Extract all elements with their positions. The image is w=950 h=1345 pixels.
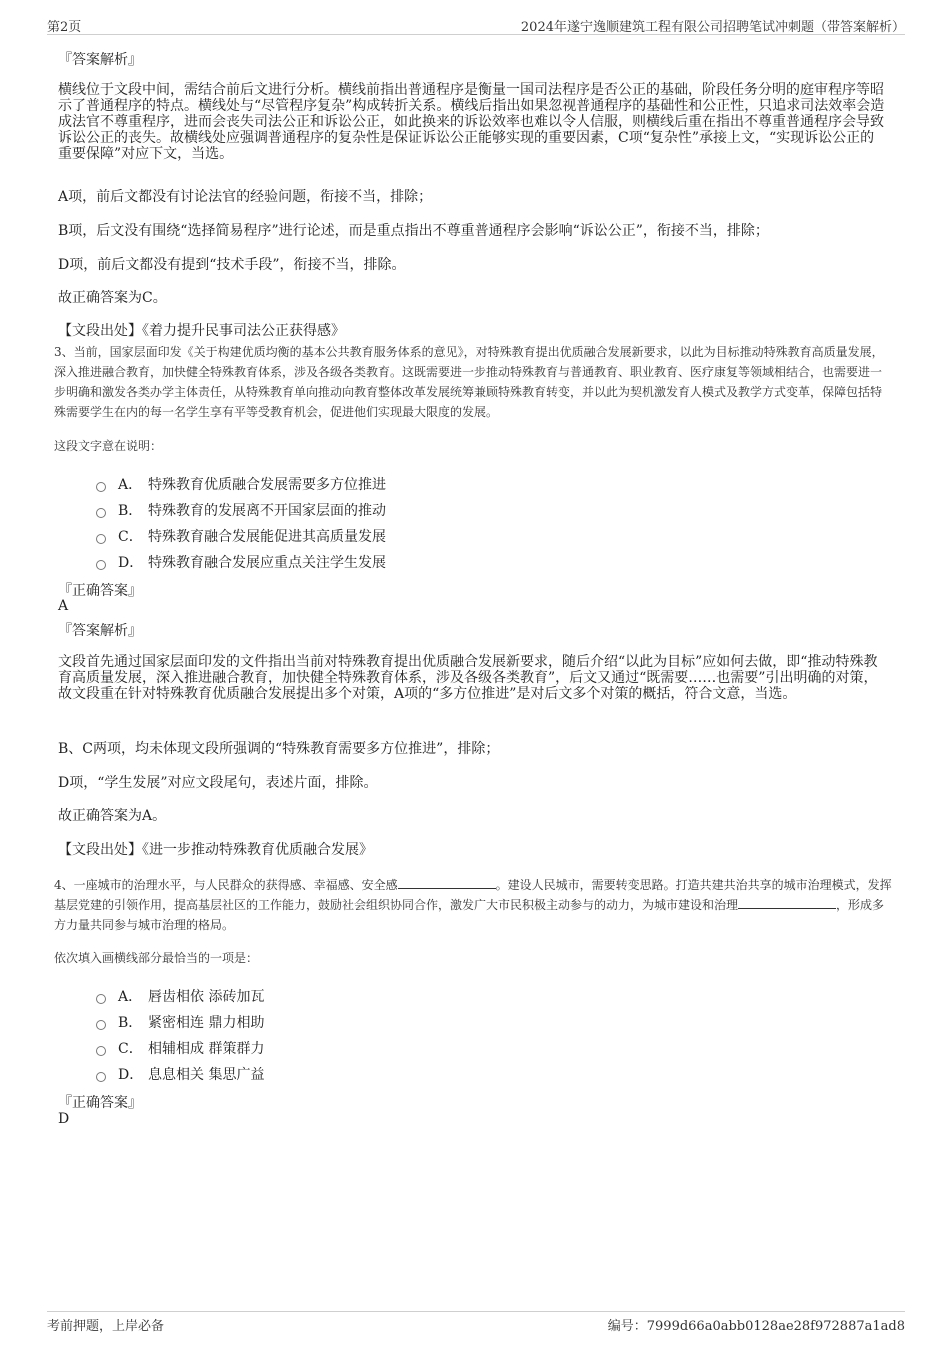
analysis-option-b: B项，后文没有围绕“选择简易程序”进行论述，而是重点指出不尊重普通程序会影响“诉讼公正”，衔接不当，排除；: [58, 223, 769, 239]
analysis-option-a: A项，前后文都没有讨论法官的经验问题，衔接不当，排除；: [58, 189, 433, 205]
analysis-text: 横线位于文段中间，需结合前后文进行分析。横线前指出普通程序是衡量一国司法程序是否公正的基础，阶段任务分明的庭审程序等昭示了普通程序的特点。横线处与“尽管程序复杂”构成转折关系。横线后指出如果忽视普通程序的基础性和公正性，只追求司法效率会造成法官不尊重程序，进而会丧失司法公正和诉讼公正，如此换来的诉讼效率也难以令人信服，则横线后重在指出不尊重普通程序会导致诉讼公正的丧失。故横线处应强调普通程序的复杂性是保证诉讼公正能够实现的重要因素，C项“复杂性”承接上文，“实现诉讼公正的重要保障”对应下文，当选。: [58, 82, 885, 162]
q4-option-d[interactable]: D． 息息相关 集思广益: [96, 1064, 264, 1084]
q3-option-b[interactable]: B． 特殊教育的发展离不开国家层面的推动: [96, 500, 386, 520]
q3-option-c[interactable]: C． 特殊教育融合发展能促进其高质量发展: [96, 526, 386, 546]
page-header: [47, 14, 905, 35]
footer-slogan: 考前押题，上岸必备: [47, 1319, 165, 1334]
answer-label: 『正确答案』: [58, 1095, 142, 1111]
document-title: 2024年遂宁逸顺建筑工程有限公司招聘笔试冲刺题（带答案解析）: [520, 20, 905, 35]
analysis-option-bc: B、C两项，均未体现文段所强调的“特殊教育需要多方位推进”，排除；: [58, 741, 500, 757]
analysis-option-d: D项，前后文都没有提到“技术手段”，衔接不当，排除。: [58, 257, 406, 273]
radio-icon[interactable]: [96, 508, 106, 518]
source-citation: 【文段出处】《着力提升民事司法公正获得感》: [58, 323, 345, 339]
radio-icon[interactable]: [96, 560, 106, 570]
radio-icon[interactable]: [96, 994, 106, 1004]
fill-blank-2[interactable]: [738, 896, 836, 909]
question-3-prompt: 这段文字意在说明：: [54, 439, 163, 453]
question-4-stem: 4、一座城市的治理水平，与人民群众的获得感、幸福感、安全感 。建设人民城市，需要转变思路。打造共建共治共享的城市治理模式，发挥基层党建的引领作用，提高基层社区的工作能力，鼓励社会组织协同合作，激发广大市民积极主动参与的动力，为城市建设和治理 ，形成多方力量共同参与城市治理的格局。: [54, 878, 892, 932]
analysis-label: 『答案解析』: [58, 52, 142, 68]
q3-option-d[interactable]: D． 特殊教育融合发展应重点关注学生发展: [96, 552, 386, 572]
radio-icon[interactable]: [96, 482, 106, 492]
analysis-option-d: D项，“学生发展”对应文段尾句，表述片面，排除。: [58, 775, 378, 791]
page-number: 第2页: [47, 20, 82, 35]
radio-icon[interactable]: [96, 1020, 106, 1030]
page-footer: [47, 1311, 905, 1336]
question-3-stem: 3、当前，国家层面印发《关于构建优质均衡的基本公共教育服务体系的意见》，对特殊教育提出优质融合发展新要求，以此为目标推动特殊教育高质量发展，深入推进融合教育，加快健全特殊教育体系，涉及各级各类教育。这既需要进一步推动特殊教育与普通教育、职业教育、医疗康复等领域相结合，也需要进一步明确和激发各类办学主体责任，从特殊教育单向推动向教育整体改革发展统筹兼顾特殊教育转变，并以此为契机激发育人模式及教学方式变革，保障包括特殊需要学生在内的每一名学生享有平等受教育机会，促进他们实现最大限度的发展。: [54, 345, 884, 419]
radio-icon[interactable]: [96, 1046, 106, 1056]
analysis-label: 『答案解析』: [58, 623, 142, 639]
answer-value: D: [58, 1111, 70, 1127]
q3-option-a[interactable]: A． 特殊教育优质融合发展需要多方位推进: [96, 474, 386, 494]
document-id: 编号：7999d66a0abb0128ae28f972887a1ad8: [607, 1319, 905, 1334]
source-citation: 【文段出处】《进一步推动特殊教育优质融合发展》: [58, 842, 373, 858]
answer-value: A: [58, 598, 69, 614]
analysis-conclusion: 故正确答案为A。: [58, 808, 167, 824]
fill-blank-1[interactable]: [398, 876, 496, 889]
q4-option-c[interactable]: C． 相辅相成 群策群力: [96, 1038, 264, 1058]
radio-icon[interactable]: [96, 1072, 106, 1082]
answer-label: 『正确答案』: [58, 583, 142, 599]
radio-icon[interactable]: [96, 534, 106, 544]
question-4-prompt: 依次填入画横线部分最恰当的一项是：: [54, 951, 259, 965]
analysis-conclusion: 故正确答案为C。: [58, 290, 167, 306]
q4-option-a[interactable]: A． 唇齿相依 添砖加瓦: [96, 986, 264, 1006]
analysis-text: 文段首先通过国家层面印发的文件指出当前对特殊教育提出优质融合发展新要求，随后介绍“以此为目标”应如何去做，即“推动特殊教育高质量发展，深入推进融合教育，加快健全特殊教育体系，涉及各级各类教育”，后文又通过“既需要……也需要”引出明确的对策，故文段重在针对特殊教育优质融合发展提出多个对策，A项的“多方位推进”是对后文多个对策的概括，符合文意，当选。: [58, 654, 878, 702]
q4-option-b[interactable]: B． 紧密相连 鼎力相助: [96, 1012, 264, 1032]
